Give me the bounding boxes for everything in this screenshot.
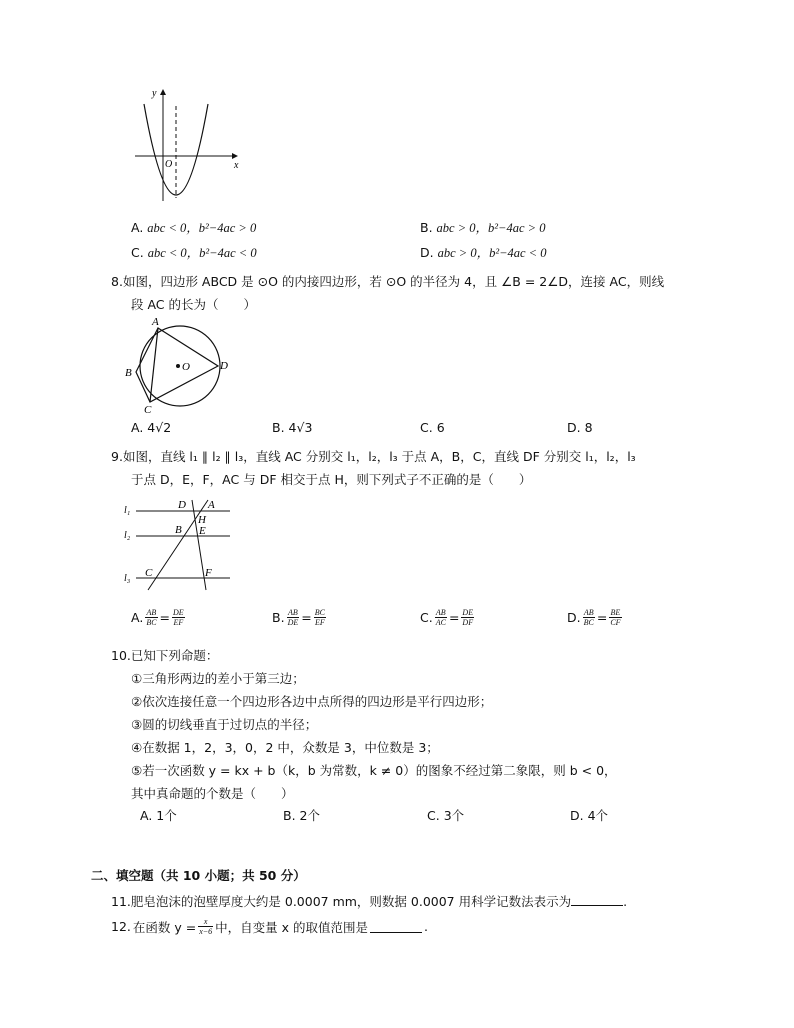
q7-option-d[interactable]: D. abc > 0，b²−4ac < 0 [420,245,547,260]
label-e: E [199,525,206,537]
q7-option-c[interactable]: C. abc < 0，b²−4ac < 0 [131,245,257,260]
label-h: H [198,514,206,526]
x-axis-label: x [234,160,239,171]
q8-option-a[interactable]: A. 4√2 [131,420,172,435]
fraction: $\frac{AB}{BC}$ [146,608,157,627]
q7-option-b[interactable]: B. abc > 0，b²−4ac > 0 [420,220,546,235]
answer-blank[interactable] [571,893,623,906]
label-c: C [145,567,153,579]
fraction: $\frac{DE}{DF}$ [462,608,474,627]
center-point [176,364,180,368]
fraction: $\frac{AB}{BC}$ [583,608,594,627]
q7-option-a[interactable]: A. abc < 0，b²−4ac > 0 [131,220,257,235]
q9-option-a[interactable]: A. $\frac{AB}{BC}$ = $\frac{DE}{EF}$ [131,608,184,627]
q8-option-c[interactable]: C. 6 [420,420,445,435]
label-d: D [220,360,228,372]
q10-option-b[interactable]: B. 2个 [283,808,320,823]
origin-label: O [165,159,173,170]
q10-option-a[interactable]: A. 1个 [140,808,177,823]
q10-option-c[interactable]: C. 3个 [427,808,465,823]
label-o: O [182,361,190,373]
fraction: $\frac{x}{x-6}$ [199,917,213,936]
q10-item-3: ③圆的切线垂直于过切点的半径； [131,717,318,732]
fraction: $\frac{AB}{AC}$ [435,608,446,627]
parabola-figure [130,86,245,206]
fraction: $\frac{BE}{CF}$ [610,608,621,627]
fraction: $\frac{AB}{DE}$ [287,608,299,627]
label-l3: l₃ [124,573,131,584]
label-l1: l₁ [124,505,131,516]
section-title: 二、填空题（共 10 小题；共 50 分） [91,868,306,883]
q8-stem-line1: 8.如图，四边形 ABCD 是 ⊙O 的内接四边形，若 ⊙O 的半径为 4，且 ∠B = 2∠D，连接 AC，则线 [111,274,665,289]
q10-item-4: ④在数据 1，2，3，0，2 中，众数是 3，中位数是 3； [131,740,439,755]
label-a: A [152,316,159,328]
q9-option-c[interactable]: C. $\frac{AB}{AC}$ = $\frac{DE}{DF}$ [420,608,474,627]
answer-blank[interactable] [370,920,422,933]
q10-item-1: ①三角形两边的差小于第三边； [131,671,305,686]
q11-stem: 11.肥皂泡沫的泡壁厚度大约是 0.0007 mm，则数据 0.0007 用科学记数法表示为 . [111,894,628,909]
label-b: B [175,524,182,536]
label-l2: l₂ [124,530,131,541]
fraction: $\frac{DE}{EF}$ [173,608,184,627]
q8-option-d[interactable]: D. 8 [567,420,593,435]
circle-quadrilateral-figure [120,314,235,416]
label-d: D [178,499,186,511]
y-axis-label: y [152,88,157,99]
parallel-lines-figure [122,494,237,592]
q8-option-b[interactable]: B. 4√3 [272,420,313,435]
label-b: B [125,367,132,379]
q9-option-d[interactable]: D. $\frac{AB}{BC}$ = $\frac{BE}{CF}$ [567,608,621,627]
label-a: A [208,499,215,511]
q10-item-2: ②依次连接任意一个四边形各边中点所得的四边形是平行四边形； [131,694,493,709]
q10-item-5: ⑤若一次函数 y = kx + b（k，b 为常数，k ≠ 0）的图象不经过第二象限，则 b < 0， [131,763,617,778]
q10-stem: 10.已知下列命题： [111,648,219,663]
q9-stem-line1: 9.如图，直线 l₁ ∥ l₂ ∥ l₃，直线 AC 分别交 l₁，l₂，l₃ 于点 A，B，C，直线 DF 分别交 l₁，l₂，l₃ [111,449,636,464]
fraction: $\frac{BC}{EF}$ [314,608,325,627]
q8-stem-line2: 段 AC 的长为（ ） [131,297,257,312]
q9-option-b[interactable]: B. $\frac{AB}{DE}$ = $\frac{BC}{EF}$ [272,608,325,627]
label-c: C [144,404,152,416]
q12-stem: 12. 在函数 y = $\frac{x}{x-6}$ 中，自变量 x 的取值范围是 . [111,917,429,936]
q10-option-d[interactable]: D. 4个 [570,808,609,823]
label-f: F [205,567,212,579]
q9-stem-line2: 于点 D，E，F，AC 与 DF 相交于点 H，则下列式子不正确的是（ ） [131,472,532,487]
q10-ask: 其中真命题的个数是（ ） [131,786,294,801]
